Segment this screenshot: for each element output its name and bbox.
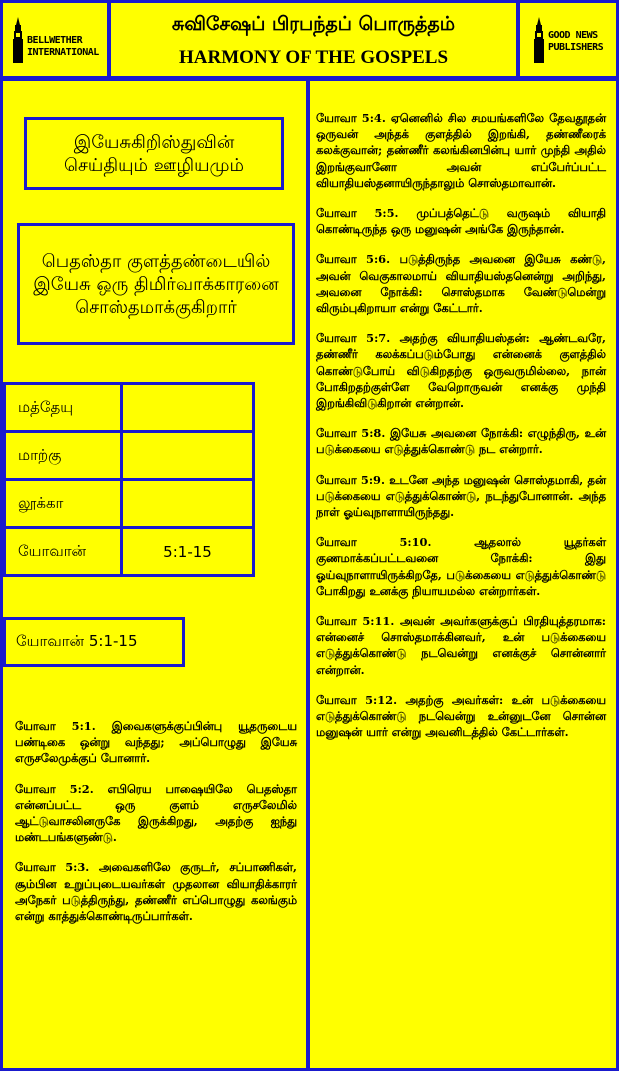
table-row-book [3,430,123,481]
book-matthew: மத்தேயு [18,397,74,416]
book-john: யோவான் [18,541,87,560]
left-verses [15,718,297,938]
verse: யோவா 5:11. அவன் அவர்களுக்குப் பிரதியுத்தரமாக: என்னைச் சொஸ்தமாக்கினவர், உன் படுக்கையை எடுத்துக்கொண்டு நடவென்று எனக்குச் சொன்னார் என்றான். [316,614,606,677]
bellwether-line1: BELLWETHER [27,34,83,46]
ref-john: 5:1-15 [163,542,212,561]
passage-label-text: யோவான் 5:1-15 [16,632,138,650]
good-news-logo [520,3,616,76]
table-row-ref [120,430,255,481]
title-panel [111,3,516,76]
table-row-book [3,526,123,577]
good-news-line1: GOOD NEWS [548,29,598,41]
verse: யோவா 5:4. ஏனெனில் சில சமயங்களிலே தேவதூதன் ஒருவன் அந்தக் குளத்தில் இறங்கி, தண்ணீரைக் கலக்குவான்; தண்ணீர் கலங்கினபின்பு யார் முந்தி அதில் இறங்குவானோ அவன் எப்பேர்ப்பட்ட வியாதியஸ்தனாயிருந்தாலும் சொஸ்தமாவான். [316,111,606,190]
verse: யோவா 5:10. ஆதலால் யூதர்கள் குணமாக்கப்பட்டவனை நோக்கி: இது ஓய்வுநாளாயிருக்கிறதே, படுக்கையை எடுத்துக்கொண்டு போகிறது உனக்கு நியாயமல்ல என்றார்கள். [316,535,606,598]
table-row-book [3,382,123,433]
verse: யோவா 5:3. அவைகளிலே குருடர், சப்பாணிகள், சூம்பின உறுப்புடையவர்கள் முதலான வியாதிக்காரர் அநேகர் படுத்திருந்து, தண்ணீர் எப்பொழுது கலங்கும் என்று காத்துக்கொண்டிருப்பார்கள். [15,860,297,924]
page-title-tamil: சுவிசேஷப் பிரபந்தப் பொருத்தம் [171,13,456,35]
section-heading [24,117,284,190]
verse: யோவா 5:7. அதற்கு வியாதியஸ்தன்: ஆண்டவரே, தண்ணீர் கலக்கப்படும்போது என்னைக் குளத்தில் கொண்டுபோய் விடுகிறதற்கு ஒருவருமில்லை, நான் போகிறதற்குள்ளே வேறொருவன் எனக்கு முந்தி இறங்கிவிடுகிறான் என்றான். [316,331,606,411]
verse: யோவா 5:12. அதற்கு அவர்கள்: உன் படுக்கையை எடுத்துக்கொண்டு நடவென்று உன்னுடனே சொன்ன மனுஷன் யார் என்று அவனிடத்தில் கேட்டார்கள். [316,692,606,740]
book-luke: லூக்கா [18,493,64,512]
verse: யோவா 5:5. முப்பத்தெட்டு வருஷம் வியாதி கொண்டிருந்த ஒரு மனுஷன் அங்கே இருந்தான். [316,206,606,237]
verse: யோவா 5:1. இவைகளுக்குப்பின்பு யூதருடைய பண்டிகை ஒன்று வந்தது; அப்பொழுது இயேசு எருசலேமுக்குப் போனார். [15,719,297,766]
event-heading-text: பெதஸ்தா குளத்தண்டையில் இயேசு ஒரு திமிர்வாக்காரனை சொஸ்தமாக்குகிறார் [33,250,279,318]
verse: யோவா 5:2. எபிரெய பாஷையிலே பெதஸ்தா என்னப்பட்ட ஒரு குளம் எருசலேமில் ஆட்டுவாசலினருகே இருக்கிறது, அதற்கு ஐந்து மண்டபங்களுண்டு. [15,781,297,845]
book-mark: மாற்கு [18,445,62,464]
table-row-ref [120,382,255,433]
bellwether-line2: INTERNATIONAL [27,46,99,58]
good-news-line2: PUBLISHERS [548,41,604,53]
bell-tower-icon [11,17,25,63]
table-row-ref [120,526,255,577]
section-heading-text: இயேசுகிறிஸ்துவின் செய்தியும் ஊழியமும் [63,131,245,176]
bell-tower-icon [532,17,546,63]
table-row-ref [120,478,255,529]
right-verses [316,110,606,755]
event-heading [17,223,295,345]
page-title-english: HARMONY OF THE GOSPELS [178,47,449,68]
verse: யோவா 5:9. உடனே அந்த மனுஷன் சொஸ்தமாகி, தன் படுக்கையை எடுத்துக்கொண்டு, நடந்துபோனான். அந்த நாள் ஓய்வுநாளாயிருந்தது. [316,472,606,520]
verse: யோவா 5:6. படுத்திருந்த அவனை இயேசு கண்டு, அவன் வெகுகாலமாய் வியாதியஸ்தனென்று அறிந்து, அவனை நோக்கி: சொஸ்தமாக வேண்டுமென்று விரும்புகிறாயா என்று கேட்டார். [316,252,606,316]
bellwether-logo [3,3,107,76]
table-row-book [3,478,123,529]
passage-label [3,617,185,667]
verse: யோவா 5:8. இயேசு அவனை நோக்கி: எழுந்திரு, உன் படுக்கையை எடுத்துக்கொண்டு நட என்றார். [316,426,606,457]
